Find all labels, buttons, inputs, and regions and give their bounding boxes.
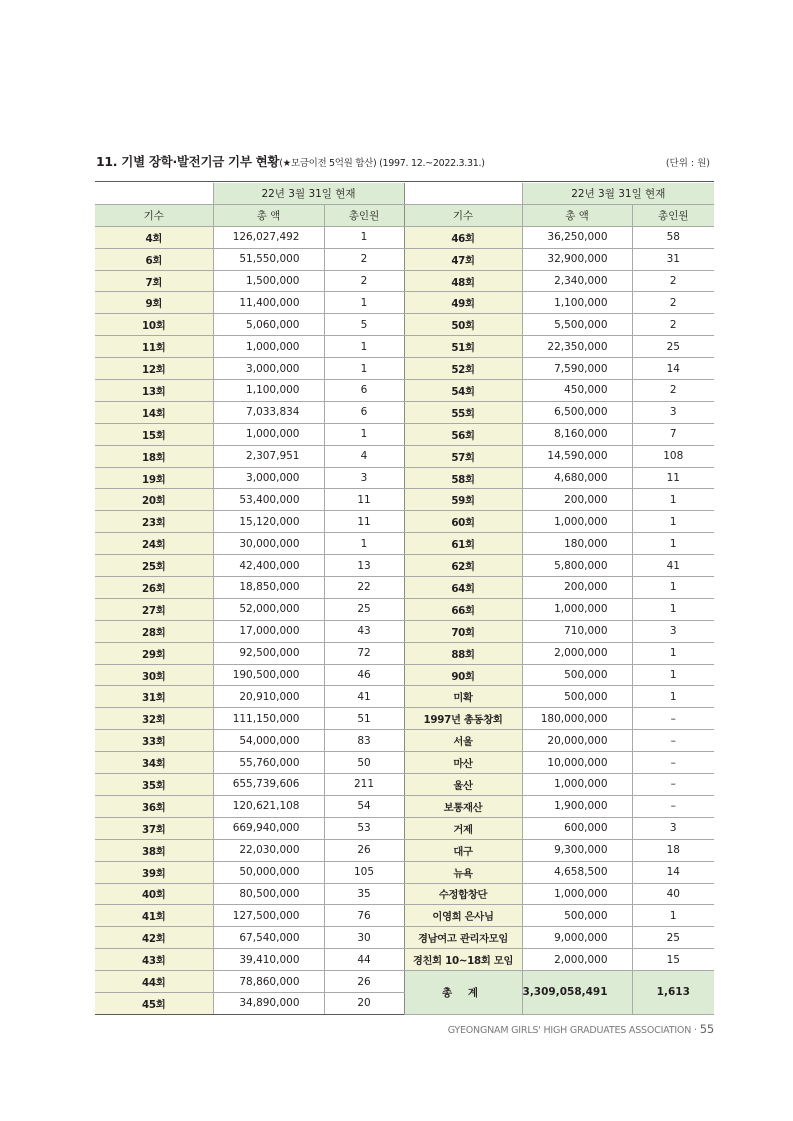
gi-cell: 50회 <box>404 314 522 336</box>
table-row <box>95 861 714 883</box>
people-cell: 1 <box>632 642 714 664</box>
amount-cell: 2,000,000 <box>522 642 632 664</box>
table-row <box>95 226 714 248</box>
table-row <box>95 905 714 927</box>
people-cell: 25 <box>324 598 404 620</box>
people-cell: 2 <box>324 270 404 292</box>
table-row <box>95 795 714 817</box>
gi-cell: 36회 <box>95 795 213 817</box>
table-row <box>95 511 714 533</box>
amount-cell: 1,000,000 <box>522 883 632 905</box>
gi-cell: 61회 <box>404 533 522 555</box>
table-row <box>95 555 714 577</box>
table-row <box>95 664 714 686</box>
amount-cell: 1,900,000 <box>522 795 632 817</box>
gi-cell: 37회 <box>95 817 213 839</box>
amount-cell: 4,658,500 <box>522 861 632 883</box>
gi-cell: 64회 <box>404 577 522 599</box>
gi-cell: 뉴욕 <box>404 861 522 883</box>
gi-cell: 46회 <box>404 226 522 248</box>
gi-cell: 62회 <box>404 555 522 577</box>
amount-cell: 669,940,000 <box>213 817 324 839</box>
gi-cell: 15회 <box>95 423 213 445</box>
amount-cell: 200,000 <box>522 489 632 511</box>
gi-cell: 26회 <box>95 577 213 599</box>
amount-cell: 54,000,000 <box>213 730 324 752</box>
amount-cell: 20,910,000 <box>213 686 324 708</box>
amount-cell: 4,680,000 <box>522 467 632 489</box>
column-header-row <box>95 204 714 226</box>
amount-cell: 18,850,000 <box>213 577 324 599</box>
amount-cell: 1,000,000 <box>213 336 324 358</box>
table-row <box>95 358 714 380</box>
col-gi-left: 기수 <box>95 204 213 226</box>
people-cell: 41 <box>324 686 404 708</box>
gi-cell: 48회 <box>404 270 522 292</box>
table-row <box>95 577 714 599</box>
gi-cell: 66회 <box>404 598 522 620</box>
heading-note: (★모금이전 5억원 합산) (1997. 12.~2022.3.31.) <box>279 158 485 169</box>
table-row <box>95 423 714 445</box>
amount-cell: 22,030,000 <box>213 839 324 861</box>
amount-cell: 20,000,000 <box>522 730 632 752</box>
gi-cell: 44회 <box>95 971 213 993</box>
people-cell: 11 <box>632 467 714 489</box>
table-row <box>95 949 714 971</box>
gi-cell: 14회 <box>95 401 213 423</box>
gi-cell: 울산 <box>404 774 522 796</box>
amount-cell: 500,000 <box>522 664 632 686</box>
table-row <box>95 380 714 402</box>
amount-cell: 17,000,000 <box>213 620 324 642</box>
gi-cell: 58회 <box>404 467 522 489</box>
table-row <box>95 533 714 555</box>
people-cell: 1 <box>632 664 714 686</box>
amount-cell: 5,800,000 <box>522 555 632 577</box>
amount-cell: 3,000,000 <box>213 358 324 380</box>
footer-text: GYEONGNAM GIRLS' HIGH GRADUATES ASSOCIATION · <box>447 1025 697 1036</box>
people-cell: 2 <box>632 314 714 336</box>
table-row <box>95 336 714 358</box>
people-cell: – <box>632 774 714 796</box>
people-cell: 1 <box>324 358 404 380</box>
amount-cell: 10,000,000 <box>522 752 632 774</box>
amount-cell: 1,000,000 <box>213 423 324 445</box>
people-cell: 2 <box>632 292 714 314</box>
page-heading <box>96 152 485 170</box>
col-people-left: 총인원 <box>324 204 404 226</box>
people-cell: 41 <box>632 555 714 577</box>
gi-cell: 18회 <box>95 445 213 467</box>
amount-cell: 32,900,000 <box>522 248 632 270</box>
amount-cell: 1,000,000 <box>522 511 632 533</box>
gi-cell: 경친회 10~18회 모임 <box>404 949 522 971</box>
people-cell: 6 <box>324 380 404 402</box>
amount-cell: 55,760,000 <box>213 752 324 774</box>
people-cell: 22 <box>324 577 404 599</box>
table-row <box>95 774 714 796</box>
people-cell: 40 <box>632 883 714 905</box>
table-row <box>95 401 714 423</box>
table-row <box>95 883 714 905</box>
people-cell: 31 <box>632 248 714 270</box>
gi-cell: 88회 <box>404 642 522 664</box>
col-amount-right: 총 액 <box>522 204 632 226</box>
amount-cell: 2,000,000 <box>522 949 632 971</box>
period-right: 22년 3월 31일 현재 <box>522 183 714 204</box>
amount-cell: 6,500,000 <box>522 401 632 423</box>
amount-cell: 50,000,000 <box>213 861 324 883</box>
gi-cell: 35회 <box>95 774 213 796</box>
gi-cell: 57회 <box>404 445 522 467</box>
people-cell: 7 <box>632 423 714 445</box>
people-cell: 14 <box>632 358 714 380</box>
people-cell: 1 <box>632 598 714 620</box>
gi-cell: 거제 <box>404 817 522 839</box>
people-cell: 13 <box>324 555 404 577</box>
unit-label: (단위 : 원) <box>665 158 710 169</box>
people-cell: – <box>632 795 714 817</box>
gi-cell: 47회 <box>404 248 522 270</box>
amount-cell: 2,307,951 <box>213 445 324 467</box>
amount-cell: 5,500,000 <box>522 314 632 336</box>
amount-cell: 126,027,492 <box>213 226 324 248</box>
people-cell: 6 <box>324 401 404 423</box>
gi-cell: 대구 <box>404 839 522 861</box>
col-gi-right: 기수 <box>404 204 522 226</box>
gi-cell: 미확 <box>404 686 522 708</box>
people-cell: 3 <box>324 467 404 489</box>
gi-cell: 41회 <box>95 905 213 927</box>
people-cell: 1 <box>324 336 404 358</box>
people-cell: 15 <box>632 949 714 971</box>
table-row <box>95 927 714 949</box>
amount-cell: 710,000 <box>522 620 632 642</box>
amount-cell: 500,000 <box>522 686 632 708</box>
people-cell: 105 <box>324 861 404 883</box>
people-cell: 3 <box>632 620 714 642</box>
table-body <box>95 226 714 1014</box>
gi-cell: 34회 <box>95 752 213 774</box>
gi-cell: 52회 <box>404 358 522 380</box>
gi-cell: 38회 <box>95 839 213 861</box>
people-cell: – <box>632 752 714 774</box>
gi-cell: 49회 <box>404 292 522 314</box>
amount-cell: 190,500,000 <box>213 664 324 686</box>
people-cell: – <box>632 708 714 730</box>
gi-cell: 1997년 총동창회 <box>404 708 522 730</box>
gi-cell: 20회 <box>95 489 213 511</box>
heading-title: 11. 기별 장학·발전기금 기부 현황 <box>96 154 280 169</box>
gi-cell: 33회 <box>95 730 213 752</box>
people-cell: 11 <box>324 511 404 533</box>
gi-cell: 7회 <box>95 270 213 292</box>
gi-cell: 42회 <box>95 927 213 949</box>
amount-cell: 80,500,000 <box>213 883 324 905</box>
amount-cell: 2,340,000 <box>522 270 632 292</box>
table-row <box>95 467 714 489</box>
gi-cell: 60회 <box>404 511 522 533</box>
amount-cell: 1,100,000 <box>522 292 632 314</box>
people-cell: 211 <box>324 774 404 796</box>
people-cell: 54 <box>324 795 404 817</box>
people-cell: 3 <box>632 817 714 839</box>
amount-cell: 180,000,000 <box>522 708 632 730</box>
table-row <box>95 686 714 708</box>
gi-cell: 24회 <box>95 533 213 555</box>
amount-cell: 1,100,000 <box>213 380 324 402</box>
people-cell: 43 <box>324 620 404 642</box>
amount-cell: 9,300,000 <box>522 839 632 861</box>
people-cell: 18 <box>632 839 714 861</box>
gi-cell: 이영희 은사님 <box>404 905 522 927</box>
people-cell: 4 <box>324 445 404 467</box>
people-cell: 1 <box>632 905 714 927</box>
people-cell: 1 <box>324 533 404 555</box>
people-cell: 53 <box>324 817 404 839</box>
gi-cell: 45회 <box>95 992 213 1014</box>
table-row <box>95 817 714 839</box>
people-cell: 1 <box>632 489 714 511</box>
period-left: 22년 3월 31일 현재 <box>213 183 404 204</box>
gi-cell: 12회 <box>95 358 213 380</box>
gi-cell: 28회 <box>95 620 213 642</box>
gi-cell: 51회 <box>404 336 522 358</box>
amount-cell: 53,400,000 <box>213 489 324 511</box>
amount-cell: 5,060,000 <box>213 314 324 336</box>
table-row <box>95 642 714 664</box>
amount-cell: 11,400,000 <box>213 292 324 314</box>
table-row <box>95 839 714 861</box>
amount-cell: 3,000,000 <box>213 467 324 489</box>
gi-cell: 54회 <box>404 380 522 402</box>
gi-cell: 29회 <box>95 642 213 664</box>
table-row <box>95 489 714 511</box>
table-row <box>95 971 714 993</box>
people-cell: 14 <box>632 861 714 883</box>
amount-cell: 15,120,000 <box>213 511 324 533</box>
gi-cell: 27회 <box>95 598 213 620</box>
page-footer <box>448 1022 714 1036</box>
period-header-row <box>95 183 714 204</box>
table-row <box>95 730 714 752</box>
gi-cell: 32회 <box>95 708 213 730</box>
amount-cell: 127,500,000 <box>213 905 324 927</box>
gi-cell: 19회 <box>95 467 213 489</box>
people-cell: 1 <box>324 226 404 248</box>
amount-cell: 1,500,000 <box>213 270 324 292</box>
people-cell: 35 <box>324 883 404 905</box>
gi-cell: 30회 <box>95 664 213 686</box>
gi-cell: 39회 <box>95 861 213 883</box>
amount-cell: 1,000,000 <box>522 598 632 620</box>
page-number: 55 <box>699 1022 714 1036</box>
table-row <box>95 314 714 336</box>
people-cell: 25 <box>632 927 714 949</box>
amount-cell: 14,590,000 <box>522 445 632 467</box>
table-row <box>95 620 714 642</box>
people-cell: 25 <box>632 336 714 358</box>
amount-cell: 67,540,000 <box>213 927 324 949</box>
table-row <box>95 270 714 292</box>
gi-cell: 43회 <box>95 949 213 971</box>
amount-cell: 450,000 <box>522 380 632 402</box>
people-cell: 72 <box>324 642 404 664</box>
amount-cell: 39,410,000 <box>213 949 324 971</box>
people-cell: 58 <box>632 226 714 248</box>
people-cell: 44 <box>324 949 404 971</box>
gi-cell: 56회 <box>404 423 522 445</box>
amount-cell: 42,400,000 <box>213 555 324 577</box>
people-cell: 76 <box>324 905 404 927</box>
people-cell: 2 <box>632 380 714 402</box>
table-row <box>95 445 714 467</box>
amount-cell: 51,550,000 <box>213 248 324 270</box>
people-cell: 20 <box>324 992 404 1014</box>
total-people: 1,613 <box>632 971 714 1015</box>
gi-cell: 서울 <box>404 730 522 752</box>
gi-cell: 70회 <box>404 620 522 642</box>
gi-cell: 수정합창단 <box>404 883 522 905</box>
people-cell: 2 <box>324 248 404 270</box>
people-cell: 1 <box>324 423 404 445</box>
header-spacer-left <box>95 183 213 204</box>
total-amount: 3,309,058,491 <box>522 971 632 1015</box>
amount-cell: 30,000,000 <box>213 533 324 555</box>
people-cell: 30 <box>324 927 404 949</box>
header-spacer-right <box>404 183 522 204</box>
people-cell: 108 <box>632 445 714 467</box>
gi-cell: 31회 <box>95 686 213 708</box>
amount-cell: 36,250,000 <box>522 226 632 248</box>
amount-cell: 7,033,834 <box>213 401 324 423</box>
amount-cell: 200,000 <box>522 577 632 599</box>
people-cell: 83 <box>324 730 404 752</box>
amount-cell: 500,000 <box>522 905 632 927</box>
people-cell: 2 <box>632 270 714 292</box>
amount-cell: 600,000 <box>522 817 632 839</box>
amount-cell: 92,500,000 <box>213 642 324 664</box>
gi-cell: 40회 <box>95 883 213 905</box>
gi-cell: 9회 <box>95 292 213 314</box>
people-cell: 1 <box>632 511 714 533</box>
amount-cell: 8,160,000 <box>522 423 632 445</box>
amount-cell: 120,621,108 <box>213 795 324 817</box>
amount-cell: 52,000,000 <box>213 598 324 620</box>
gi-cell: 10회 <box>95 314 213 336</box>
table-row <box>95 292 714 314</box>
gi-cell: 23회 <box>95 511 213 533</box>
gi-cell: 25회 <box>95 555 213 577</box>
people-cell: 1 <box>324 292 404 314</box>
amount-cell: 180,000 <box>522 533 632 555</box>
gi-cell: 마산 <box>404 752 522 774</box>
amount-cell: 7,590,000 <box>522 358 632 380</box>
amount-cell: 34,890,000 <box>213 992 324 1014</box>
table-top-rule <box>95 181 714 182</box>
gi-cell: 4회 <box>95 226 213 248</box>
gi-cell: 경남여고 관리자모임 <box>404 927 522 949</box>
people-cell: 46 <box>324 664 404 686</box>
gi-cell: 11회 <box>95 336 213 358</box>
people-cell: 51 <box>324 708 404 730</box>
gi-cell: 90회 <box>404 664 522 686</box>
col-people-right: 총인원 <box>632 204 714 226</box>
col-amount-left: 총 액 <box>213 204 324 226</box>
donation-table <box>95 183 714 1015</box>
people-cell: 26 <box>324 839 404 861</box>
gi-cell: 보통재산 <box>404 795 522 817</box>
amount-cell: 1,000,000 <box>522 774 632 796</box>
gi-cell: 13회 <box>95 380 213 402</box>
amount-cell: 9,000,000 <box>522 927 632 949</box>
table-row <box>95 708 714 730</box>
people-cell: – <box>632 730 714 752</box>
table-row <box>95 248 714 270</box>
people-cell: 5 <box>324 314 404 336</box>
gi-cell: 59회 <box>404 489 522 511</box>
gi-cell: 6회 <box>95 248 213 270</box>
people-cell: 1 <box>632 533 714 555</box>
people-cell: 26 <box>324 971 404 993</box>
total-label: 총 계 <box>404 971 522 1015</box>
amount-cell: 655,739,606 <box>213 774 324 796</box>
people-cell: 11 <box>324 489 404 511</box>
table-row <box>95 752 714 774</box>
table-row <box>95 598 714 620</box>
people-cell: 1 <box>632 686 714 708</box>
people-cell: 1 <box>632 577 714 599</box>
amount-cell: 111,150,000 <box>213 708 324 730</box>
people-cell: 3 <box>632 401 714 423</box>
people-cell: 50 <box>324 752 404 774</box>
amount-cell: 78,860,000 <box>213 971 324 993</box>
gi-cell: 55회 <box>404 401 522 423</box>
amount-cell: 22,350,000 <box>522 336 632 358</box>
